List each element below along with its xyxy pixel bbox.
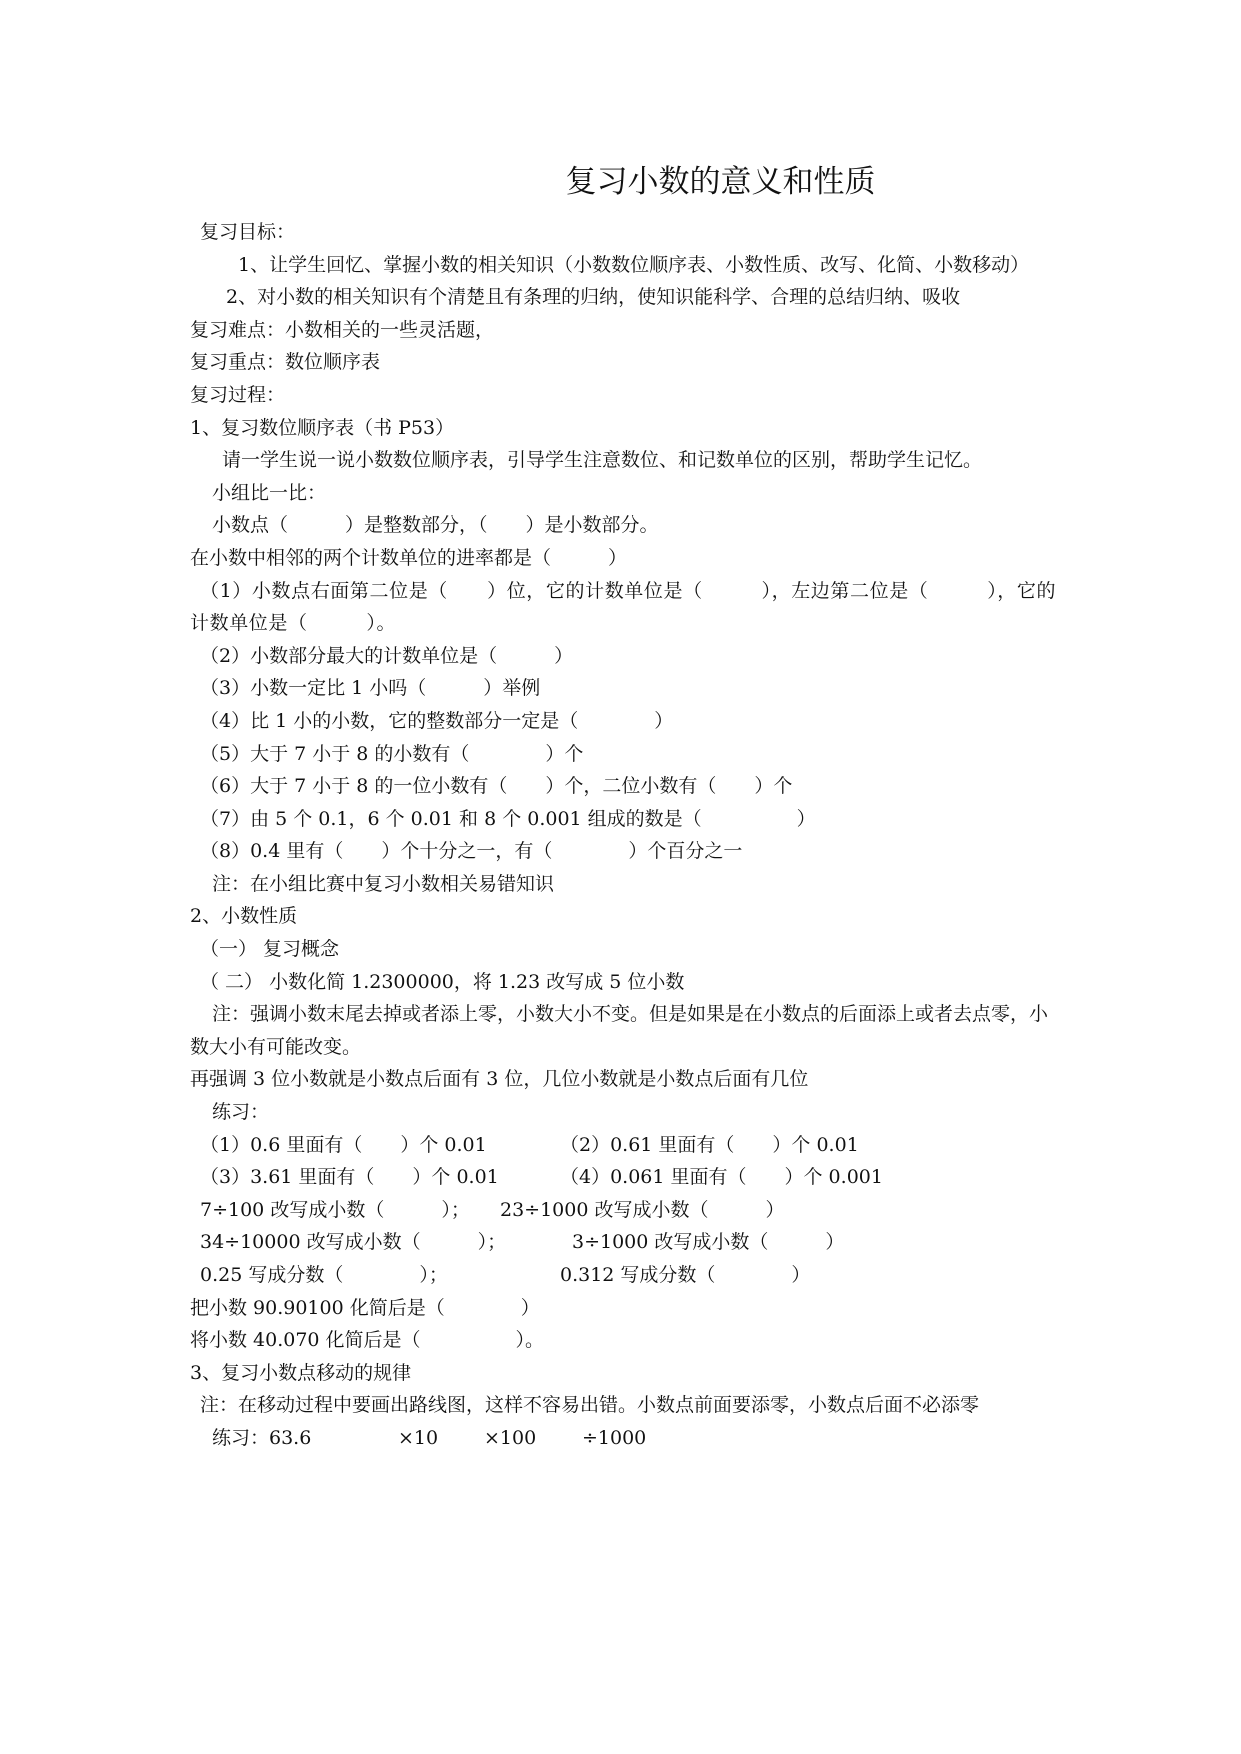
practice-row [190, 1422, 1060, 1455]
section-label-goals: 复习目标： [200, 221, 296, 243]
page-title: 复习小数的意义和性质 [565, 164, 876, 200]
goal-1: 1、让学生回忆、掌握小数的相关知识（小数数位顺序表、小数性质、改写、化简、小数移动） [238, 253, 1030, 276]
question-line: （2）小数部分最大的计数单位是（ ） [200, 644, 574, 667]
document-body [190, 216, 1060, 1455]
practice-line: 将小数 40.070 化简后是（ ）。 [190, 1329, 545, 1352]
subsection-heading: （ 二） 小数化简 1.2300000，将 1.23 改写成 5 位小数 [200, 970, 685, 993]
practice-label: 练习： [212, 1101, 270, 1124]
practice-item: （1）0.6 里面有（ ）个 0.01 [200, 1133, 487, 1156]
practice-item: 3÷1000 改写成小数（ ） [572, 1231, 845, 1254]
practice-item: ×100 [484, 1426, 537, 1449]
question-line: （3）小数一定比 1 小吗（ ）举例 [200, 677, 541, 700]
note-paragraph: 注：强调小数末尾去掉或者添上零，小数大小不变。但是如果是在小数点的后面添上或者去点零，小数大小有可能改变。 [190, 1003, 1049, 1058]
goal-2: 2、对小数的相关知识有个清楚且有条理的归纳，使知识能科学、合理的总结归纳、吸收 [226, 286, 961, 309]
section-heading-3: 3、复习小数点移动的规律 [190, 1361, 412, 1384]
practice-item: 练习：63.6 [212, 1426, 312, 1449]
note-paragraph: 注：在移动过程中要画出路线图，这样不容易出错。小数点前面要添零，小数点后面不必添零 [200, 1394, 980, 1417]
practice-item: （2）0.61 里面有（ ）个 0.01 [560, 1133, 859, 1156]
process-label: 复习过程： [190, 383, 286, 406]
question-line: （7）由 5 个 0.1，6 个 0.01 和 8 个 0.001 组成的数是（ ） [200, 807, 816, 830]
practice-line: 把小数 90.90100 化简后是（ ） [190, 1296, 540, 1319]
practice-item: （3）3.61 里面有（ ）个 0.01 [200, 1166, 499, 1189]
question-line: （5）大于 7 小于 8 的小数有（ ）个 [200, 742, 584, 765]
question-line: （4）比 1 小的小数，它的整数部分一定是（ ） [200, 709, 674, 732]
question-line: （6）大于 7 小于 8 的一位小数有（ ）个，二位小数有（ ）个 [200, 775, 793, 798]
practice-row [190, 1226, 1060, 1259]
practice-item: ÷1000 [582, 1426, 647, 1449]
subsection-heading: （一） 复习概念 [200, 938, 340, 961]
difficulty-line: 复习难点：小数相关的一些灵活题， [190, 318, 495, 341]
practice-row [190, 1194, 1060, 1227]
question-line: 在小数中相邻的两个计数单位的进率都是（ ） [190, 546, 628, 569]
question-line: 小数点（ ）是整数部分，（ ）是小数部分。 [212, 514, 659, 537]
practice-row [190, 1259, 1060, 1292]
practice-item: 7÷100 改写成小数（ ）； [200, 1198, 470, 1221]
emphasis-line: 再强调 3 位小数就是小数点后面有 3 位，几位小数就是小数点后面有几位 [190, 1068, 809, 1091]
practice-item: 23÷1000 改写成小数（ ） [500, 1198, 785, 1221]
section-heading-1: 1、复习数位顺序表（书 P53） [190, 416, 455, 439]
note-line: 注：在小组比赛中复习小数相关易错知识 [212, 872, 555, 895]
practice-item: 0.312 写成分数（ ） [560, 1264, 811, 1286]
question-line: （1）小数点右面第二位是（ ）位，它的计数单位是（ ），左边第二位是（ ），它的计数单位是（ ）。 [190, 579, 1057, 635]
practice-row [190, 1129, 1060, 1162]
instruction-paragraph: 请一学生说一说小数数位顺序表，引导学生注意数位、和记数单位的区别，帮助学生记忆。 [222, 449, 983, 472]
practice-item: （4）0.061 里面有（ ）个 0.001 [560, 1166, 883, 1189]
practice-item: ×10 [398, 1426, 439, 1449]
question-line: （8）0.4 里有（ ）个十分之一，有（ ）个百分之一 [200, 840, 743, 863]
section-heading-2: 2、小数性质 [190, 905, 298, 928]
group-compete-label: 小组比一比： [212, 481, 327, 504]
practice-row [190, 1161, 1060, 1194]
practice-item: 34÷10000 改写成小数（ ）； [200, 1231, 507, 1254]
focus-line: 复习重点：数位顺序表 [190, 351, 381, 374]
practice-item: 0.25 写成分数（ ）； [200, 1264, 448, 1286]
